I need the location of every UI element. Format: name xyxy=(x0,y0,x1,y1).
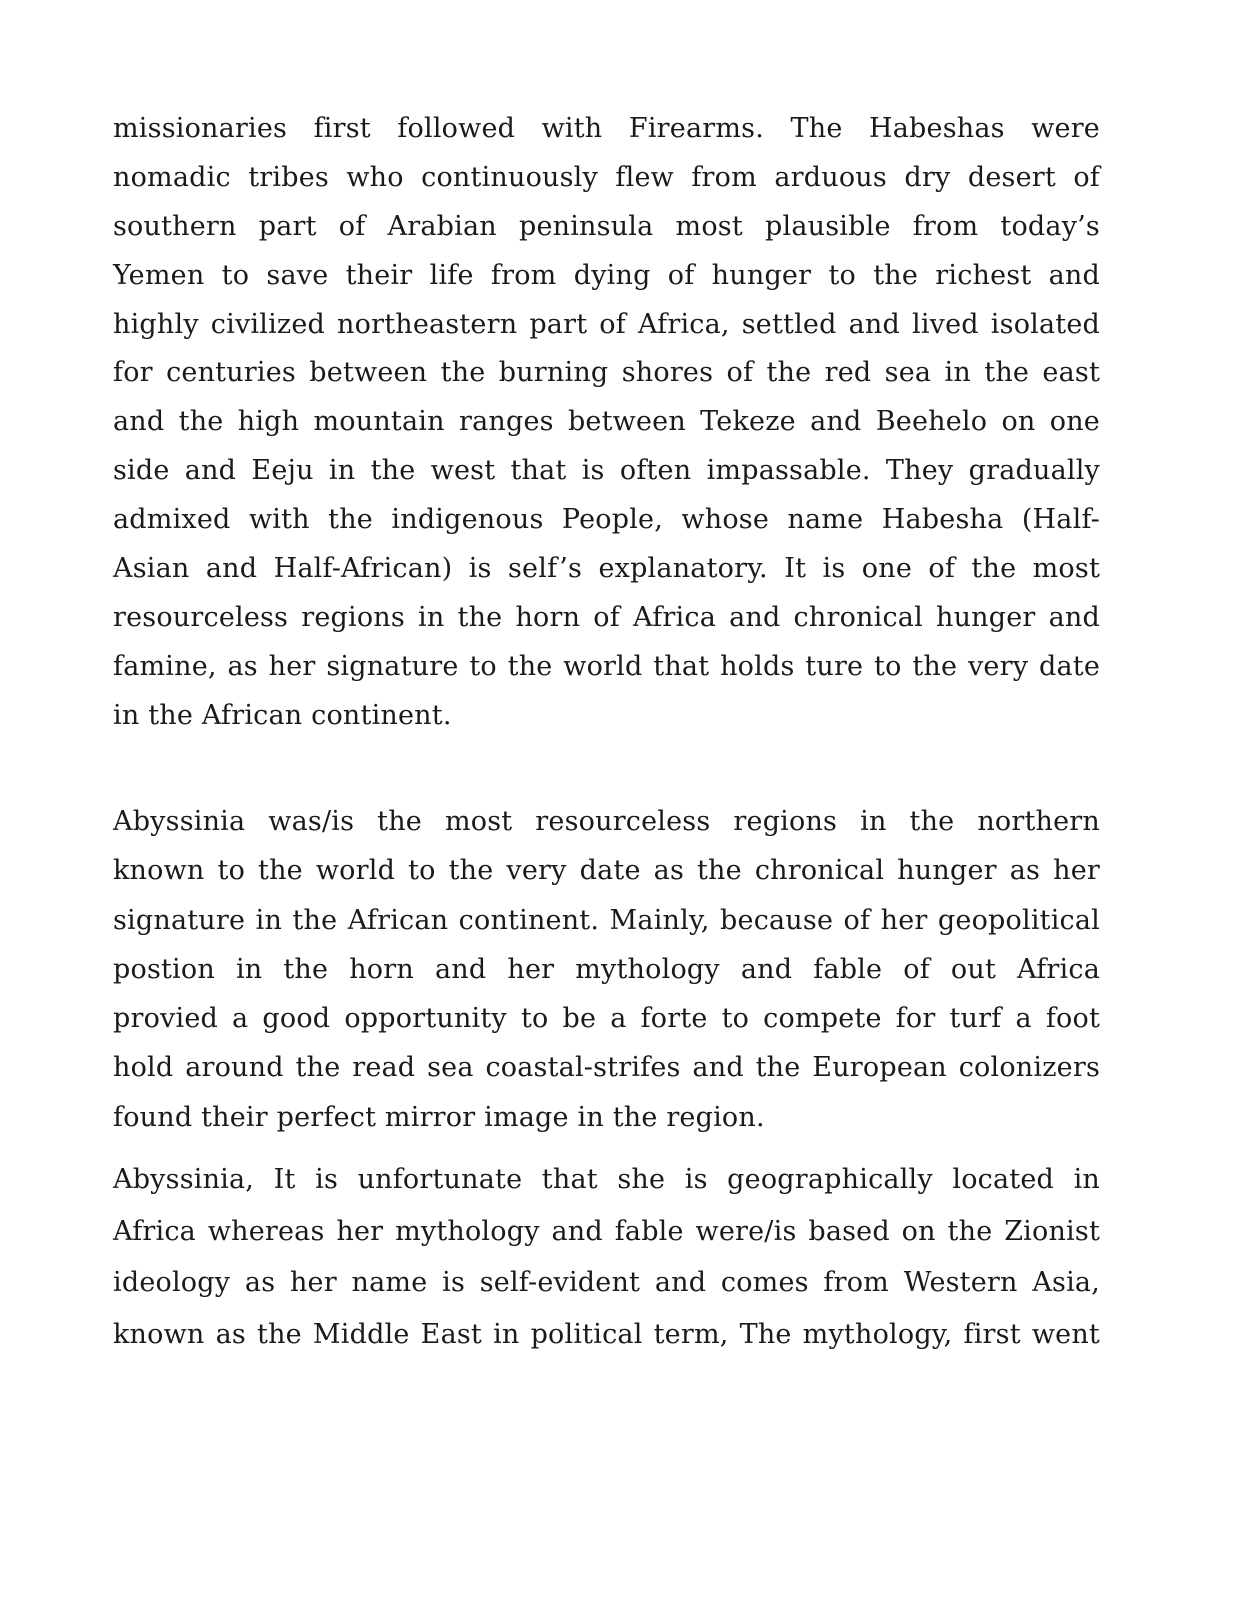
text-line: ideology as her name is self-evident and comes from Western Asia, xyxy=(113,1267,1100,1298)
paragraph-habeshas-origin xyxy=(113,111,1100,747)
text-line: Abyssinia, It is unfortunate that she is geographically located in xyxy=(113,1164,1100,1195)
text-line: signature in the African continent. Mainly, because of her geopolitical xyxy=(113,904,1100,936)
text-line: known as the Middle East in political term, The mythology, first went xyxy=(113,1318,1100,1350)
text-line: found their perfect mirror image in the region. xyxy=(113,1101,765,1133)
text-line: famine, as her signature to the world that holds ture to the very date xyxy=(113,650,1100,682)
text-line: admixed with the indigenous People, whose name Habesha (Half- xyxy=(113,504,1100,536)
text-line: known to the world to the very date as the chronical hunger as her xyxy=(113,855,1100,887)
paragraph-abyssinia-resourceless xyxy=(113,804,1100,1149)
text-line: nomadic tribes who continuously flew from arduous dry desert of xyxy=(113,161,1100,193)
text-line: postion in the horn and her mythology and fable of out Africa xyxy=(113,953,1100,985)
text-line: highly civilized northeastern part of Africa, settled and lived isolated xyxy=(113,308,1100,340)
text-line: provied a good opportunity to be a forte to compete for turf a foot xyxy=(113,1003,1100,1035)
text-line: for centuries between the burning shores of the red sea in the east xyxy=(113,357,1100,389)
text-line: Abyssinia was/is the most resourceless regions in the northern xyxy=(113,806,1100,837)
text-line: and the high mountain ranges between Tekeze and Beehelo on one xyxy=(113,406,1100,438)
text-line: side and Eeju in the west that is often impassable. They gradually xyxy=(113,455,1100,487)
text-line: hold around the read sea coastal-strifes and the European colonizers xyxy=(113,1052,1100,1084)
paragraph-abyssinia-geography xyxy=(113,1162,1100,1368)
text-line: resourceless regions in the horn of Africa and chronical hunger and xyxy=(113,601,1100,633)
text-line: Asian and Half-African) is self’s explanatory. It is one of the most xyxy=(113,553,1100,585)
text-line: in the African continent. xyxy=(113,699,452,731)
text-line: Africa whereas her mythology and fable were/is based on the Zionist xyxy=(113,1215,1100,1247)
text-line: Yemen to save their life from dying of hunger to the richest and xyxy=(113,259,1100,291)
text-line: missionaries first followed with Firearms. The Habeshas were xyxy=(113,113,1100,144)
text-line: southern part of Arabian peninsula most plausible from today’s xyxy=(113,210,1100,242)
